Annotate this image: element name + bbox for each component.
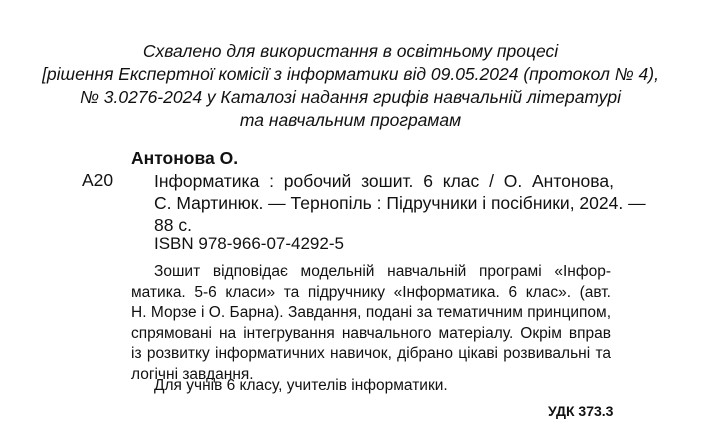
classification-code: А20 <box>82 170 114 190</box>
approval-line: та навчальним програмам <box>239 110 462 130</box>
isbn-number: ISBN 978-966-07-4292-5 <box>154 234 344 253</box>
udc-code: УДК 373.3 <box>548 403 614 419</box>
annotation-line: із розвитку інформатичних навичок, дібрано цікаві розвивальні та <box>131 345 611 362</box>
approval-line: № 3.0276-2024 у Каталозі надання грифів навчальній літературі <box>79 87 622 107</box>
audience-note: Для учнів 6 класу, учителів інформатики. <box>154 377 448 394</box>
bibliographic-description <box>154 170 646 236</box>
annotation-line: Н. Морзе і О. Барна). Завдання, подані за тематичним принципом, <box>131 304 611 321</box>
annotation-line: спрямовані на інтегрування навчального матеріалу. Окрім вправ <box>131 324 611 342</box>
bibliographic-line: 88 с. <box>154 215 192 235</box>
bibliographic-line: С. Мартинюк. — Тернопіль : Підручники і посібники, 2024. — <box>154 193 646 213</box>
approval-statement <box>0 40 701 132</box>
approval-line: Схвалено для використання в освітньому процесі <box>142 41 559 61</box>
author-heading: Антонова О. <box>131 148 239 168</box>
approval-line: [рішення Експертної комісії з інформатики від 09.05.2024 (протокол № 4), <box>42 64 659 84</box>
bibliographic-line: Інформатика : робочий зошит. 6 клас / О. Антонова, <box>154 171 614 191</box>
annotation-text <box>131 262 611 385</box>
annotation-line: логічні завдання. <box>131 365 254 383</box>
annotation-line: Зошит відповідає модельній навчальній програмі «Інфор- <box>154 263 611 280</box>
annotation-line: матика. 5-6 класи» та підручнику «Інформатика. 6 клас». (авт. <box>131 283 611 301</box>
